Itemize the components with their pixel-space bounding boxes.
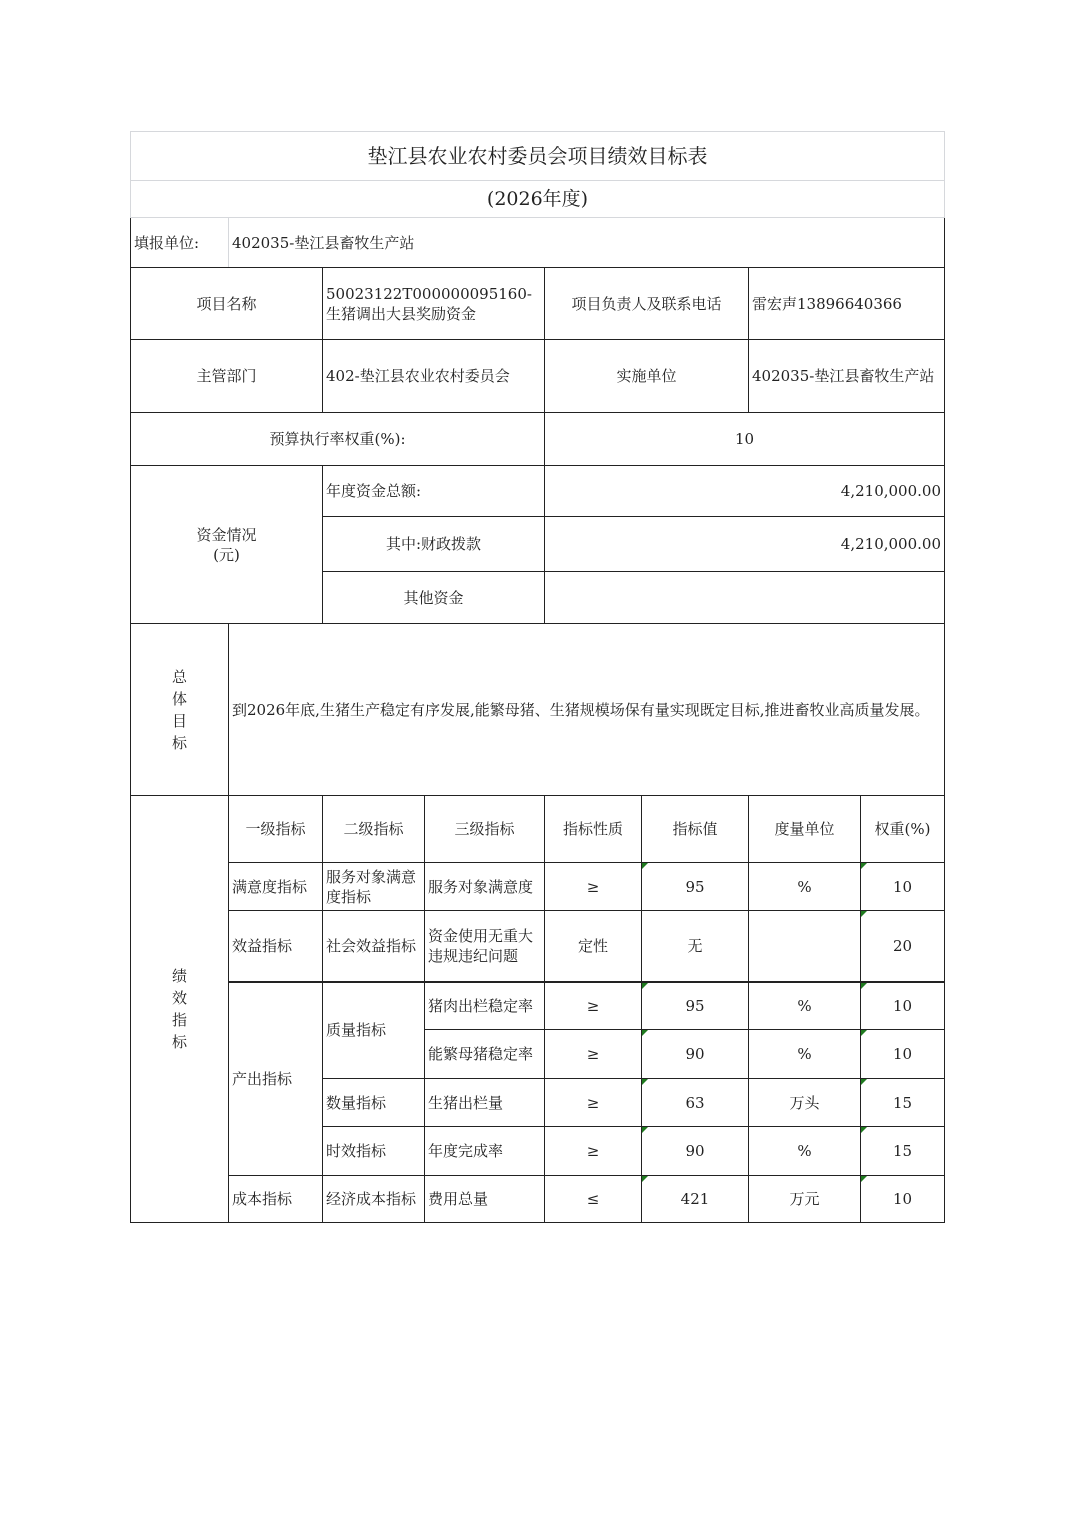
indicator-l3: 服务对象满意度 [425, 863, 545, 911]
filler-label: 填报单位: [131, 218, 229, 268]
indicator-nature: ≥ [545, 863, 642, 911]
indicator-unit: 万元 [749, 1176, 861, 1223]
indicator-l1: 产出指标 [229, 982, 323, 1176]
dept-label: 主管部门 [131, 340, 323, 413]
indicator-l3: 能繁母猪稳定率 [425, 1030, 545, 1079]
impl-unit-value: 402035-垫江县畜牧生产站 [749, 340, 945, 413]
overall-goal-label: 总 体 目 标 [131, 624, 229, 796]
col-header-l3: 三级指标 [425, 796, 545, 863]
budget-weight-label: 预算执行率权重(%): [131, 413, 545, 466]
filler-value: 402035-垫江县畜牧生产站 [229, 218, 945, 268]
indicator-l3: 年度完成率 [425, 1127, 545, 1176]
impl-unit-label: 实施单位 [545, 340, 749, 413]
col-header-weight: 权重(%) [861, 796, 945, 863]
funds-unit: (元) [213, 545, 240, 564]
indicator-row [131, 911, 945, 982]
project-owner-value: 雷宏声13896640366 [749, 268, 945, 340]
indicator-l2: 经济成本指标 [323, 1176, 425, 1223]
project-owner-label: 项目负责人及联系电话 [545, 268, 749, 340]
col-header-l2: 二级指标 [323, 796, 425, 863]
indicator-nature: ≥ [545, 1079, 642, 1127]
indicator-l2: 社会效益指标 [323, 911, 425, 982]
performance-table [130, 131, 945, 1223]
project-name-label: 项目名称 [131, 268, 323, 340]
indicator-unit [749, 911, 861, 982]
funds-label-cell [131, 466, 323, 624]
indicator-weight: 10 [861, 1176, 945, 1223]
page-subtitle-year: (2026年度) [131, 181, 945, 218]
indicator-nature: 定性 [545, 911, 642, 982]
project-name-value: 50023122T000000095160-生猪调出大县奖励资金 [323, 268, 545, 340]
funds-other-value [545, 572, 945, 624]
indicator-l3: 生猪出栏量 [425, 1079, 545, 1127]
dept-value: 402-垫江县农业农村委员会 [323, 340, 545, 413]
indicator-l1: 成本指标 [229, 1176, 323, 1223]
funds-total-value: 4,210,000.00 [545, 466, 945, 517]
indicator-value: 95 [642, 982, 749, 1030]
funds-fiscal-label: 其中:财政拨款 [323, 517, 545, 572]
indicator-l3: 资金使用无重大违规违纪问题 [425, 911, 545, 982]
indicators-label: 绩 效 指 标 [131, 796, 229, 1223]
indicator-weight: 10 [861, 982, 945, 1030]
funds-other-label: 其他资金 [323, 572, 545, 624]
indicator-nature: ≥ [545, 982, 642, 1030]
performance-target-sheet [130, 131, 944, 1223]
indicator-row [131, 982, 945, 1030]
indicator-value: 95 [642, 863, 749, 911]
indicator-l1: 满意度指标 [229, 863, 323, 911]
overall-goal-text: 到2026年底,生猪生产稳定有序发展,能繁母猪、生猪规模场保有量实现既定目标,推进畜牧业高质量发展。 [229, 624, 945, 796]
indicator-weight: 10 [861, 863, 945, 911]
col-header-value: 指标值 [642, 796, 749, 863]
indicator-l1: 效益指标 [229, 911, 323, 982]
indicator-l3: 费用总量 [425, 1176, 545, 1223]
indicator-weight: 20 [861, 911, 945, 982]
col-header-unit: 度量单位 [749, 796, 861, 863]
indicator-value: 无 [642, 911, 749, 982]
indicator-value: 63 [642, 1079, 749, 1127]
indicator-weight: 15 [861, 1079, 945, 1127]
indicator-l2: 服务对象满意度指标 [323, 863, 425, 911]
indicator-weight: 15 [861, 1127, 945, 1176]
indicator-row [131, 1176, 945, 1223]
indicator-unit: % [749, 1030, 861, 1079]
indicator-l2: 数量指标 [323, 1079, 425, 1127]
funds-fiscal-value: 4,210,000.00 [545, 517, 945, 572]
funds-label: 资金情况 [196, 525, 257, 544]
col-header-nature: 指标性质 [545, 796, 642, 863]
indicator-nature: ≥ [545, 1127, 642, 1176]
indicator-value: 421 [642, 1176, 749, 1223]
indicator-l3: 猪肉出栏稳定率 [425, 982, 545, 1030]
indicator-l2: 质量指标 [323, 982, 425, 1079]
indicator-unit: % [749, 982, 861, 1030]
indicator-weight: 10 [861, 1030, 945, 1079]
indicator-nature: ≤ [545, 1176, 642, 1223]
indicator-nature: ≥ [545, 1030, 642, 1079]
indicator-l2: 时效指标 [323, 1127, 425, 1176]
indicator-value: 90 [642, 1030, 749, 1079]
indicator-row [131, 863, 945, 911]
budget-weight-value: 10 [545, 413, 945, 466]
indicator-unit: 万头 [749, 1079, 861, 1127]
indicator-unit: % [749, 863, 861, 911]
indicator-unit: % [749, 1127, 861, 1176]
page-title: 垫江县农业农村委员会项目绩效目标表 [131, 132, 945, 181]
funds-total-label: 年度资金总额: [323, 466, 545, 517]
col-header-l1: 一级指标 [229, 796, 323, 863]
indicator-value: 90 [642, 1127, 749, 1176]
